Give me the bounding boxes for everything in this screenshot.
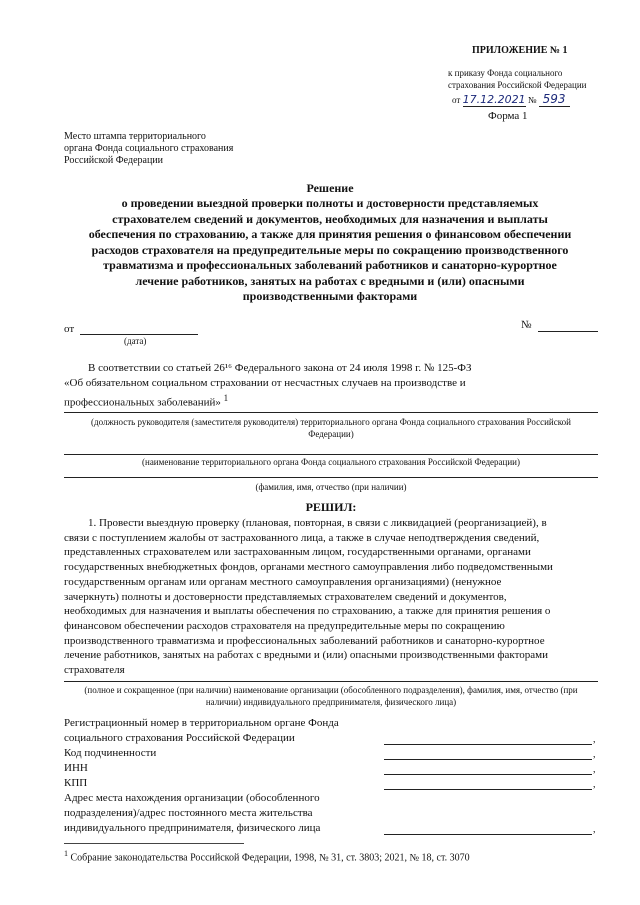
- insured-field[interactable]: [64, 681, 598, 682]
- reg-number-label-1: Регистрационный номер в территориальном органе Фонда: [64, 717, 339, 729]
- decision-heading: РЕШИЛ:: [305, 500, 357, 514]
- title-line: травматизма и профессиональных заболеваний работников и санаторно-курортное: [103, 258, 557, 272]
- document-title: [50, 196, 610, 305]
- address-label-3: индивидуального предпринимателя, физического лица: [64, 822, 321, 834]
- title-line: лечение работников, занятых на работах с вредными и (или) опасными: [135, 273, 525, 288]
- form-label: Форма 1: [488, 110, 528, 122]
- decision-line: 1. Провести выездную проверку (плановая, повторная, в связи с ликвидацией (реорганизацией), в: [88, 517, 547, 529]
- inn-label: ИНН: [64, 762, 88, 774]
- address-label-1: Адрес места нахождения организации (обособленного: [64, 792, 320, 804]
- insured-caption-line-2: наличии) индивидуального предпринимателя, физического лица): [205, 697, 457, 707]
- number-prefix: №: [527, 95, 537, 105]
- title-line: расходов страхователя на предупредительные меры по сокращению производственного: [91, 242, 569, 257]
- insured-caption: [64, 684, 598, 708]
- position-field[interactable]: [64, 412, 598, 413]
- decision-line: представленных страхователем или застрахованным лицом, государственными органами, органами: [64, 546, 531, 559]
- order-line-1: к приказу Фонда социального: [448, 68, 563, 78]
- date-caption: (дата): [124, 336, 147, 346]
- position-caption-line-1: (должность руководителя (заместителя руководителя) территориального органа Фонда социального страхования Российской: [91, 417, 571, 427]
- order-date: 17.12.2021: [462, 93, 526, 106]
- footnote: [64, 849, 470, 863]
- reg-number-field[interactable]: [384, 744, 592, 745]
- kod-field[interactable]: [384, 759, 592, 760]
- title-line: страхователем сведений и документов, необходимых для назначения и выплаты: [112, 211, 548, 226]
- decision-line: лечение работников, занятых на работах с вредными и (или) опасными производственными факторами: [64, 649, 548, 662]
- date-field[interactable]: [80, 334, 198, 335]
- address-label-2: подразделения)/адрес постоянного места жительства: [64, 807, 313, 819]
- appendix-label: ПРИЛОЖЕНИЕ № 1: [472, 45, 568, 56]
- footnote-divider: [64, 843, 244, 844]
- inn-field[interactable]: [384, 774, 592, 775]
- stamp-line-2: органа Фонда социального страхования: [64, 143, 234, 154]
- kpp-label: КПП: [64, 777, 88, 789]
- decision-line: необходимых для назначения и выплаты обеспечения по страхованию, а также для принятия решения о: [64, 605, 551, 618]
- comma: ,: [593, 734, 596, 745]
- preamble-line-1: В соответствии со статьей 26¹⁶ Федерального закона от 24 июля 1998 г. № 125-ФЗ: [88, 362, 472, 374]
- org-name-caption: (наименование территориального органа Фонда социального страхования Российской Федерации): [142, 457, 520, 467]
- preamble: [64, 361, 598, 411]
- number-label: №: [521, 319, 532, 331]
- decision-line: государственным органам или органам местного самоуправления организациями) (ненужное: [64, 575, 502, 588]
- stamp-line-3: Российской Федерации: [64, 155, 164, 166]
- order-line-2: страхования Российской Федерации: [448, 80, 587, 90]
- kod-label: Код подчиненности: [64, 747, 157, 759]
- document-heading: Решение: [306, 181, 354, 195]
- order-number: 593: [539, 92, 570, 107]
- order-date-row: [452, 92, 572, 106]
- decision-line: производственного травматизма и профессиональных заболеваний работников и санаторно-курортное: [64, 634, 545, 647]
- stamp-line-1: Место штампа территориального: [64, 131, 206, 142]
- preamble-line-3: профессиональных заболеваний» $^1$: [64, 393, 229, 409]
- footnote-mark: 1: [64, 849, 68, 858]
- org-name-field[interactable]: [64, 454, 598, 455]
- position-caption-line-2: Федерации): [308, 429, 354, 439]
- title-line: производственными факторами: [242, 289, 418, 303]
- footnote-text: Собрание законодательства Российской Федерации, 1998, № 31, ст. 3803; 2021, № 18, ст. 3070: [70, 852, 470, 864]
- title-line: о проведении выездной проверки полноты и достоверности представляемых: [121, 196, 539, 210]
- decision-line: финансовом обеспечении расходов страхователя на предупредительные меры по сокращению: [64, 619, 505, 632]
- title-line: обеспечения по страхованию, а также для принятия решения о финансовом обеспечении: [88, 227, 572, 241]
- comma: ,: [593, 779, 596, 790]
- comma: ,: [593, 764, 596, 775]
- address-field[interactable]: [384, 834, 592, 835]
- decision-line: зачеркнуть) полноты и достоверности представляемых страхователем сведений и документов,: [64, 590, 507, 603]
- from-label: от: [64, 323, 75, 335]
- insured-caption-line-1: (полное и сокращенное (при наличии) наименование организации (обособленного подразделения), фамилия, имя, отчество (при: [84, 685, 578, 695]
- preamble-line-2: «Об обязательном социальном страховании от несчастных случаев на производстве и: [64, 377, 466, 389]
- decision-line: связи с поступлением жалобы от застрахованного лица, а также в случае неподтверждения сведений,: [64, 531, 540, 544]
- kpp-field[interactable]: [384, 789, 592, 790]
- fio-field[interactable]: [64, 477, 598, 478]
- number-field[interactable]: [538, 331, 598, 332]
- fio-caption: (фамилия, имя, отчество (при наличии): [255, 482, 407, 492]
- comma: ,: [593, 749, 596, 760]
- comma: ,: [593, 824, 596, 835]
- decision-line: страхователя: [64, 664, 125, 677]
- decision-line: государственных внебюджетных фондов, органами местного самоуправления либо подведомственными: [64, 561, 553, 574]
- decision-text: [64, 516, 598, 678]
- date-prefix: от: [452, 95, 461, 105]
- footnote-ref: 1: [223, 393, 229, 403]
- position-caption: [64, 416, 598, 440]
- reg-number-label-2: социального страхования Российской Федерации: [64, 732, 295, 744]
